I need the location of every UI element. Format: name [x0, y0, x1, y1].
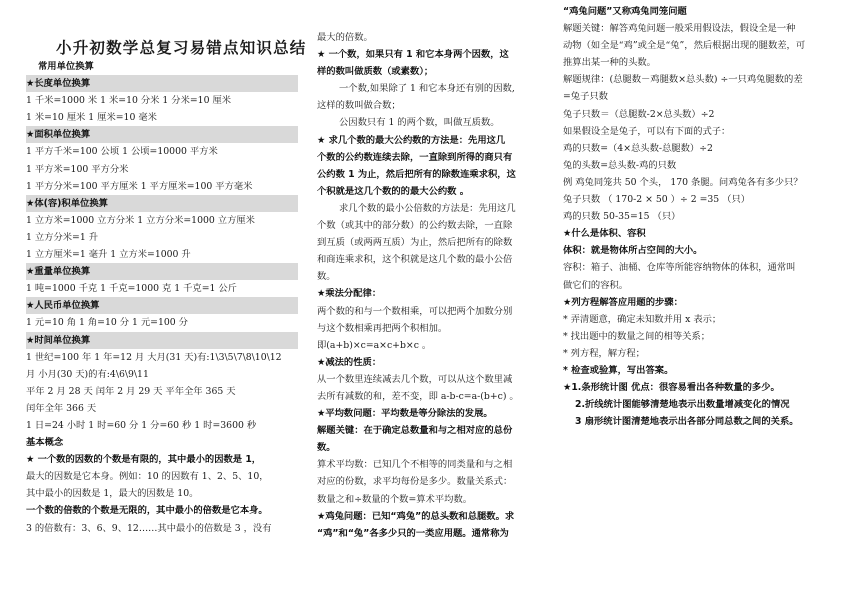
column-3: [563, 3, 841, 430]
text-line: 对应的份数，求平均每份是多少。数量关系式：: [317, 476, 513, 488]
text-line: ★人民币单位换算: [26, 297, 298, 314]
text-line: 解题关键：解答鸡兔问题一般采用假设法，假设全是一种: [563, 23, 796, 35]
column-2: [317, 29, 545, 542]
text-line: 到互质（或两两互质）为止，然后把所有的除数: [317, 237, 513, 249]
text-line: 1 立方分米=1 升: [26, 231, 99, 243]
text-line: ★ 一个数，如果只有 1 和它本身两个因数，这: [317, 49, 509, 61]
text-line: ★时间单位换算: [26, 332, 298, 349]
text-line: “鸡”和“兔”各多少只的一类应用题。通常称为: [317, 527, 509, 539]
text-line: 兔子只数＝（总腿数-2×总头数）÷2: [563, 108, 715, 120]
text-line: 数。: [317, 271, 336, 283]
text-line: ★鸡兔问题：已知“鸡兔”的总头数和总腿数。求: [317, 510, 515, 522]
text-line: 闰年全年 366 天: [26, 402, 97, 414]
text-line: ★减法的性质：: [317, 356, 382, 368]
text-line: 其中最小的因数是 1，最大的因数是 10。: [26, 488, 199, 500]
column-1: [26, 58, 298, 537]
text-line: 1 日=24 小时 1 时=60 分 1 分=60 秒 1 时=3600 秒: [26, 419, 257, 431]
text-line: 平年 2 月 28 天 闰年 2 月 29 天 平年全年 365 天: [26, 385, 236, 397]
text-line: 3 的倍数有：3、6、9、12……其中最小的倍数是 3 ，没有: [26, 522, 272, 534]
text-line: 与这个数相乘再把两个积相加。: [317, 322, 448, 334]
text-line: 从一个数里连续减去几个数，可以从这个数里减: [317, 373, 513, 385]
text-line: ★长度单位换算: [26, 75, 298, 92]
text-line: 和商连乘求积，这个积就是这几个数的最小公倍: [317, 254, 513, 266]
text-line: 样的数叫做质数（或素数）；: [317, 66, 434, 78]
text-line: 去所有减数的和，差不变，即 a-b-c=a-(b+c) 。: [317, 390, 519, 402]
text-line: 动物（如全是“鸡”或全是“兔”，然后根据出现的腿数差，可: [563, 40, 806, 52]
text-line: 例 鸡兔同笼共 50 个头， 170 条腿。问鸡兔各有多少只？: [563, 176, 803, 188]
text-line: 1 平方千米=100 公顷 1 公顷=10000 平方米: [26, 146, 218, 158]
text-line: 1 立方米=1000 立方分米 1 立方分米=1000 立方厘米: [26, 214, 255, 226]
page-title: 小升初数学总复习易错点知识总结: [56, 39, 307, 57]
text-line: 1 千米=1000 米 1 米=10 分米 1 分米=10 厘米: [26, 95, 232, 107]
text-line: 数。: [317, 442, 336, 454]
text-line: ★ 求几个数的最大公约数的方法是：先用这几: [317, 134, 506, 146]
text-line: 这样的数叫做合数；: [317, 100, 401, 112]
text-line: 基本概念: [26, 437, 64, 449]
text-line: 个积就是这几个数的的最大公约数 。: [317, 185, 469, 197]
text-line: 1 元=10 角 1 角=10 分 1 元=100 分: [26, 317, 188, 329]
text-line: 3 扇形统计图清楚地表示出各部分同总数之间的关系。: [575, 416, 799, 428]
text-line: 容积：箱子、油桶、仓库等所能容纳物体的体积，通常叫: [563, 262, 796, 274]
text-line: * 列方程，解方程；: [563, 347, 645, 359]
text-line: 解题关键：在于确定总数量和与之相对应的总份: [317, 425, 513, 437]
text-line: 1 世纪=100 年 1 年=12 月 大月(31 天)有:1\3\5\7\8\10\12: [26, 351, 282, 363]
text-line: 1 米=10 厘米 1 厘米=10 毫米: [26, 112, 157, 124]
text-line: 1 立方厘米=1 毫升 1 立方米=1000 升: [26, 249, 191, 261]
text-line: 月 小月(30 天)的有:4\6\9\11: [26, 368, 149, 380]
text-line: ★重量单位换算: [26, 263, 298, 280]
text-line: ★乘法分配律：: [317, 288, 382, 300]
text-line: 数量之和÷数量的个数=算术平均数。: [317, 493, 473, 505]
text-line: 做它们的容积。: [563, 279, 629, 291]
text-line: 鸡的只数=（4×总头数-总腿数）÷2: [563, 142, 713, 154]
text-line: 公约数 1 为止，然后把所有的除数连乘求积，这: [317, 168, 516, 180]
text-line: =兔子只数: [563, 91, 608, 103]
text-line: 1 平方分米=100 平方厘米 1 平方厘米=100 平方毫米: [26, 180, 253, 192]
text-line: 如果假设全是兔子，可以有下面的式子：: [563, 125, 731, 137]
text-line: 个数（或其中的部分数）的公约数去除，一直除: [317, 220, 513, 232]
text-line: 一个数,如果除了 1 和它本身还有别的因数,: [339, 83, 515, 95]
text-line: 2.折线统计图能够清楚地表示出数量增减变化的情况: [575, 399, 790, 411]
text-line: 1 吨=1000 千克 1 千克=1000 克 1 千克=1 公斤: [26, 283, 237, 295]
text-line: 1 平方米=100 平方分米: [26, 163, 129, 175]
text-line: 最大的倍数。: [317, 32, 373, 43]
text-line: 常用单位换算: [38, 61, 94, 72]
text-line: “鸡兔问题”又称鸡兔同笼问题: [563, 6, 687, 17]
text-line: 求几个数的最小公倍数的方法是：先用这几: [339, 202, 516, 214]
text-line: 两个数的和与一个数相乘，可以把两个加数分别: [317, 305, 513, 317]
text-line: 个数的公约数连续去除，一直除到所得的商只有: [317, 151, 513, 163]
text-line: 最大的因数是它本身。例如：10 的因数有 1、2、5、10，: [26, 471, 269, 483]
text-line: 解题规律：(总腿数－鸡腿数×总头数) ÷一只鸡兔腿数的差: [563, 74, 803, 86]
text-line: 公因数只有 1 的两个数，叫做互质数。: [339, 117, 500, 129]
text-line: 算术平均数：已知几个不相等的同类量和与之相: [317, 459, 513, 471]
text-line: ★体(容)积单位换算: [26, 195, 298, 212]
text-line: ★什么是体积、容积: [563, 228, 646, 240]
text-line: ★列方程解答应用题的步骤：: [563, 296, 683, 308]
text-line: 推算出某一种的头数。: [563, 57, 656, 69]
text-line: 体积：就是物体所占空间的大小。: [563, 245, 703, 257]
text-line: 一个数的倍数的个数是无限的，其中最小的倍数是它本身。: [26, 505, 268, 517]
text-line: * 弄清题意，确定未知数并用 x 表示；: [563, 313, 722, 325]
text-line: 兔的头数=总头数-鸡的只数: [563, 159, 677, 171]
text-line: 兔子只数 （ 170-2 × 50 ）÷ 2 =35 （只）: [563, 194, 751, 206]
text-line: ★面积单位换算: [26, 126, 298, 143]
text-line: 鸡的只数 50-35=15 （只）: [563, 211, 681, 223]
text-line: ★平均数问题：平均数是等分除法的发展。: [317, 408, 493, 420]
text-line: ★ 一个数的因数的个数是有限的，其中最小的因数是 1，: [26, 454, 262, 466]
text-line: 即(a+b)×c=a×c+b×c 。: [317, 339, 432, 351]
text-line: * 检查或验算，写出答案。: [563, 364, 674, 376]
text-line: ★1.条形统计图 优点：很容易看出各种数量的多少。: [563, 382, 780, 394]
text-line: * 找出题中的数量之间的相等关系；: [563, 330, 711, 342]
